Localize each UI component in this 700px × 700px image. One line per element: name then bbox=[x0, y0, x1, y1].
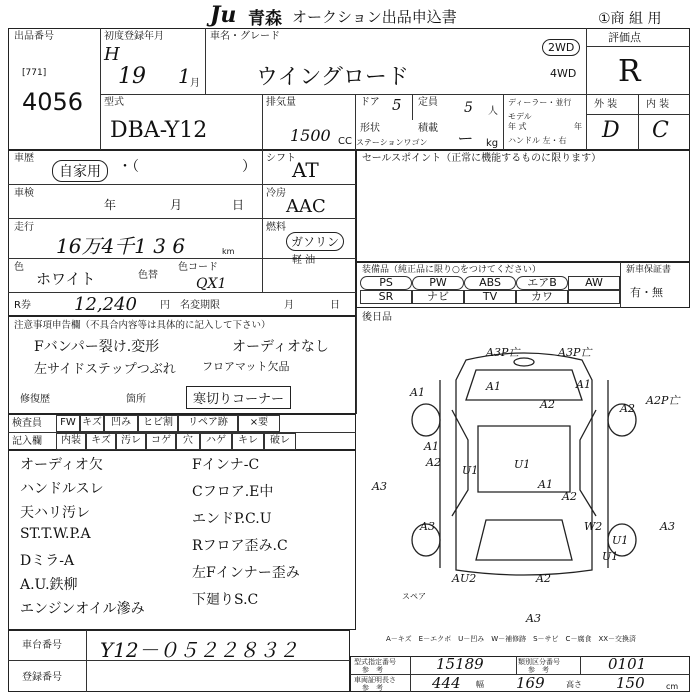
equipment-cell: ナビ bbox=[412, 290, 464, 304]
door-label: ドア bbox=[360, 97, 380, 108]
year-label: 年 式 bbox=[508, 122, 527, 131]
dealer-label: ディーラー・並行 bbox=[508, 98, 572, 107]
mileage-label: 走行 bbox=[14, 222, 34, 233]
sales-point-label: セールスポイント（正常に機能するものに限ります） bbox=[362, 153, 602, 164]
handle-label: ハンドル 左・右 bbox=[508, 136, 567, 145]
left-defect-item: オーディオ欠 bbox=[20, 457, 103, 473]
color-value: ホワイト bbox=[36, 270, 96, 288]
mileage-value: 16万4千1 3 6 bbox=[56, 234, 186, 258]
era: H bbox=[104, 44, 120, 65]
load-label: 積載 bbox=[418, 123, 438, 134]
capacity-label: 定員 bbox=[418, 97, 438, 108]
damage-mark: A3 bbox=[372, 480, 387, 493]
equipment-cell: TV bbox=[464, 290, 516, 304]
left-defect-item: エンジンオイル滲み bbox=[20, 601, 145, 617]
repair-box: 寒切りコーナー bbox=[186, 386, 291, 409]
right-defect-item: Cフロア.E中 bbox=[192, 484, 274, 500]
equipment-label: 装備品（純正品に限り○をつけてください） bbox=[362, 265, 541, 275]
ext-label: 外 装 bbox=[594, 99, 618, 110]
damage-mark: A3P亡 bbox=[558, 346, 592, 359]
right-defect-item: 左Fインナー歪み bbox=[192, 565, 300, 581]
year-unit: 年 bbox=[574, 122, 582, 131]
r-ticket-value: 12,240 bbox=[74, 294, 137, 315]
warranty-value: 有・無 bbox=[630, 286, 663, 299]
damage-mark: A3 bbox=[526, 612, 541, 625]
notes-title: 注意事項申告欄（不具合内容等は具体的に記入して下さい） bbox=[14, 320, 271, 331]
r-ticket-label: R券 bbox=[14, 300, 31, 311]
right-defect-item: 下廻りS.C bbox=[192, 592, 259, 608]
legend: A－キズ E－エクボ U－凹み W－補修跡 S－サビ C－腐食 XX－交換済 bbox=[386, 635, 637, 643]
damage-mark: A3P亡 bbox=[486, 346, 520, 359]
damage-mark: A2 bbox=[426, 456, 441, 469]
shape-value: ステーションワゴン bbox=[356, 138, 428, 147]
drive-2wd: 2WD bbox=[542, 39, 580, 56]
month-unit: 月 bbox=[190, 78, 200, 89]
fuel-label: 燃料 bbox=[266, 222, 286, 233]
note-4: フロアマット欠品 bbox=[202, 360, 290, 373]
left-defect-item: A.U.鉄柳 bbox=[20, 577, 78, 593]
equipment-cell: ABS bbox=[464, 276, 516, 290]
seats-unit: 人 bbox=[488, 106, 498, 117]
record-col: キレ bbox=[232, 433, 264, 450]
damage-mark: U1 bbox=[462, 464, 479, 477]
damage-mark: A2P亡 bbox=[646, 394, 680, 407]
ref-label-2: 参 考 bbox=[528, 666, 549, 674]
lot-no-label: 出品番号 bbox=[14, 31, 54, 42]
int-label: 内 装 bbox=[646, 99, 670, 110]
insp-day: 日 bbox=[232, 198, 245, 212]
lot-number: 4056 bbox=[22, 88, 84, 116]
spare-label: スペア bbox=[402, 592, 426, 601]
load-value: ー bbox=[456, 129, 473, 148]
equipment-cell bbox=[568, 290, 620, 304]
equipment-cell: PS bbox=[360, 276, 412, 290]
repair-label: 修復歴 bbox=[20, 394, 50, 405]
reg-year: 19 bbox=[118, 64, 146, 89]
score-label: 評価点 bbox=[608, 31, 641, 44]
shift-value: AT bbox=[292, 158, 319, 182]
inspect-col: ×要 bbox=[238, 415, 280, 432]
note-2: オーディオなし bbox=[232, 339, 329, 355]
fuel-oil-label: 軽 油 bbox=[292, 255, 316, 266]
damage-mark: A1 bbox=[538, 478, 553, 491]
note-1: Fバンパー裂け.変形 bbox=[34, 339, 160, 355]
record-col: キズ bbox=[86, 433, 116, 450]
equipment-cell: AW bbox=[568, 276, 620, 290]
right-defect-item: Fインナ-C bbox=[192, 457, 260, 473]
lot-code: [771] bbox=[22, 68, 47, 78]
damage-mark: A2 bbox=[540, 398, 555, 411]
right-defect-item: Rフロア歪み.C bbox=[192, 538, 288, 554]
drive-4wd: 4WD bbox=[550, 67, 577, 80]
repair-place-label: 箇所 bbox=[126, 394, 146, 405]
length-value: 444 bbox=[432, 674, 461, 692]
doors-value: 5 bbox=[392, 96, 402, 114]
width-label: 幅 bbox=[476, 680, 484, 689]
km-unit: km bbox=[222, 247, 235, 256]
fuel-value: ガソリン bbox=[286, 232, 344, 251]
height-label: 高さ bbox=[566, 680, 582, 689]
model-year-label: モデル bbox=[508, 112, 532, 121]
record-col: コゲ bbox=[146, 433, 176, 450]
color-label: 色 bbox=[14, 262, 24, 273]
warranty-label: 新車保証書 bbox=[626, 265, 672, 275]
nc-day: 日 bbox=[330, 300, 340, 311]
record-col: 穴 bbox=[176, 433, 200, 450]
displacement-label: 排気量 bbox=[266, 97, 296, 108]
reg-month: 1 bbox=[178, 64, 191, 88]
ref-label-1: 参 考 bbox=[362, 666, 383, 674]
inspect-col: FW bbox=[56, 415, 80, 432]
car-name-label: 車名・グレード bbox=[210, 31, 280, 42]
cm-unit: cm bbox=[666, 682, 679, 691]
left-defect-item: 天ハリ汚レ bbox=[20, 505, 90, 521]
damage-mark: U1 bbox=[514, 458, 531, 471]
inspect-col: 凹み bbox=[104, 415, 138, 432]
first-reg-label: 初度登録年月 bbox=[104, 31, 164, 42]
car-name: ウイングロード bbox=[256, 65, 409, 90]
inspect-col: ヒビ割 bbox=[138, 415, 178, 432]
color-replace-label: 色替 bbox=[138, 270, 158, 281]
cc-value: 1500 bbox=[290, 126, 331, 145]
inspect-col: キズ bbox=[80, 415, 104, 432]
class-no-label: 類別区分番号 bbox=[518, 658, 560, 666]
shift-label: シフト bbox=[266, 153, 296, 164]
nc-month: 月 bbox=[284, 300, 294, 311]
history-close: ） bbox=[242, 159, 256, 175]
inspect-col: リペア跡 bbox=[178, 415, 238, 432]
damage-mark: A2 bbox=[562, 490, 577, 503]
seats-value: 5 bbox=[464, 100, 473, 116]
equipment-cell: PW bbox=[412, 276, 464, 290]
ju-logo: Ju bbox=[210, 2, 237, 28]
inspection-label: 車検 bbox=[14, 188, 34, 199]
int-grade: C bbox=[652, 118, 669, 143]
damage-mark: A1 bbox=[576, 378, 591, 391]
left-defect-item: ハンドルスレ bbox=[20, 481, 104, 497]
score-value: R bbox=[618, 54, 641, 89]
load-unit: kg bbox=[486, 138, 499, 149]
length-label: 車両証明長さ bbox=[354, 676, 396, 684]
damage-mark: A1 bbox=[486, 380, 501, 393]
record-col: 内装 bbox=[56, 433, 86, 450]
sales-point-box bbox=[356, 150, 690, 262]
class-no-value: 0101 bbox=[608, 655, 647, 673]
height-value: 150 bbox=[616, 674, 645, 692]
left-defect-item: Dミラ-A bbox=[20, 553, 75, 569]
yen-label: 円 bbox=[160, 300, 170, 311]
damage-mark: A1 bbox=[410, 386, 425, 399]
color-code-value: QX1 bbox=[196, 276, 227, 292]
inspector-label: 検査員 bbox=[12, 418, 42, 429]
insp-year: 年 bbox=[104, 198, 117, 212]
ref-label-3: 参 考 bbox=[362, 684, 383, 692]
damage-mark: A2 bbox=[536, 572, 551, 585]
equipment-cell: エアB bbox=[516, 276, 568, 290]
damage-mark: U1 bbox=[612, 534, 629, 547]
damage-mark: A2 bbox=[620, 402, 635, 415]
plate-no-label: 車台番号 bbox=[22, 640, 62, 651]
record-col: ハゲ bbox=[200, 433, 232, 450]
damage-mark: U1 bbox=[602, 550, 619, 563]
history-value: 自家用 bbox=[52, 160, 108, 182]
note-3: 左サイドステップつぶれ bbox=[34, 362, 176, 377]
later-date-label: 後日品 bbox=[362, 312, 392, 323]
aircon-label: 冷房 bbox=[266, 188, 286, 199]
record-col: 汚レ bbox=[116, 433, 146, 450]
insp-month: 月 bbox=[170, 198, 183, 212]
type-no-value: 15189 bbox=[436, 655, 484, 673]
history-rest: ・（ bbox=[118, 159, 139, 175]
name-change-label: 名変期限 bbox=[180, 300, 220, 311]
copy-type: ①商 組 用 bbox=[598, 11, 662, 27]
damage-mark: A3 bbox=[420, 520, 435, 533]
history-label: 車歴 bbox=[14, 153, 34, 164]
damage-mark: W2 bbox=[584, 520, 603, 533]
model-value: DBA-Y12 bbox=[110, 118, 208, 143]
left-defect-item: ST.T.W.P.A bbox=[20, 526, 91, 542]
cc-unit: CC bbox=[338, 136, 352, 147]
plate-no-value: Y12－０５２２８３２ bbox=[100, 638, 299, 662]
header bbox=[0, 0, 700, 28]
damage-mark: A3 bbox=[660, 520, 675, 533]
aircon-value: AAC bbox=[286, 196, 326, 217]
org-name: 青森 bbox=[248, 9, 282, 29]
ext-grade: D bbox=[602, 118, 620, 143]
damage-mark: AU2 bbox=[452, 572, 477, 585]
recorder-label: 記入欄 bbox=[12, 436, 42, 447]
width-value: 169 bbox=[516, 674, 545, 692]
model-label: 型式 bbox=[104, 97, 124, 108]
form-title: オークション出品申込書 bbox=[292, 8, 457, 26]
color-code-label: 色コード bbox=[178, 262, 218, 273]
equipment-cell: SR bbox=[360, 290, 412, 304]
shape-label: 形状 bbox=[360, 123, 380, 134]
equipment-cell: カワ bbox=[516, 290, 568, 304]
right-defect-item: エンドP.C.U bbox=[192, 511, 272, 527]
reg-no-label: 登録番号 bbox=[22, 672, 62, 683]
record-col: 破レ bbox=[264, 433, 296, 450]
type-no-label: 型式指定番号 bbox=[354, 658, 396, 666]
damage-mark: A1 bbox=[424, 440, 439, 453]
